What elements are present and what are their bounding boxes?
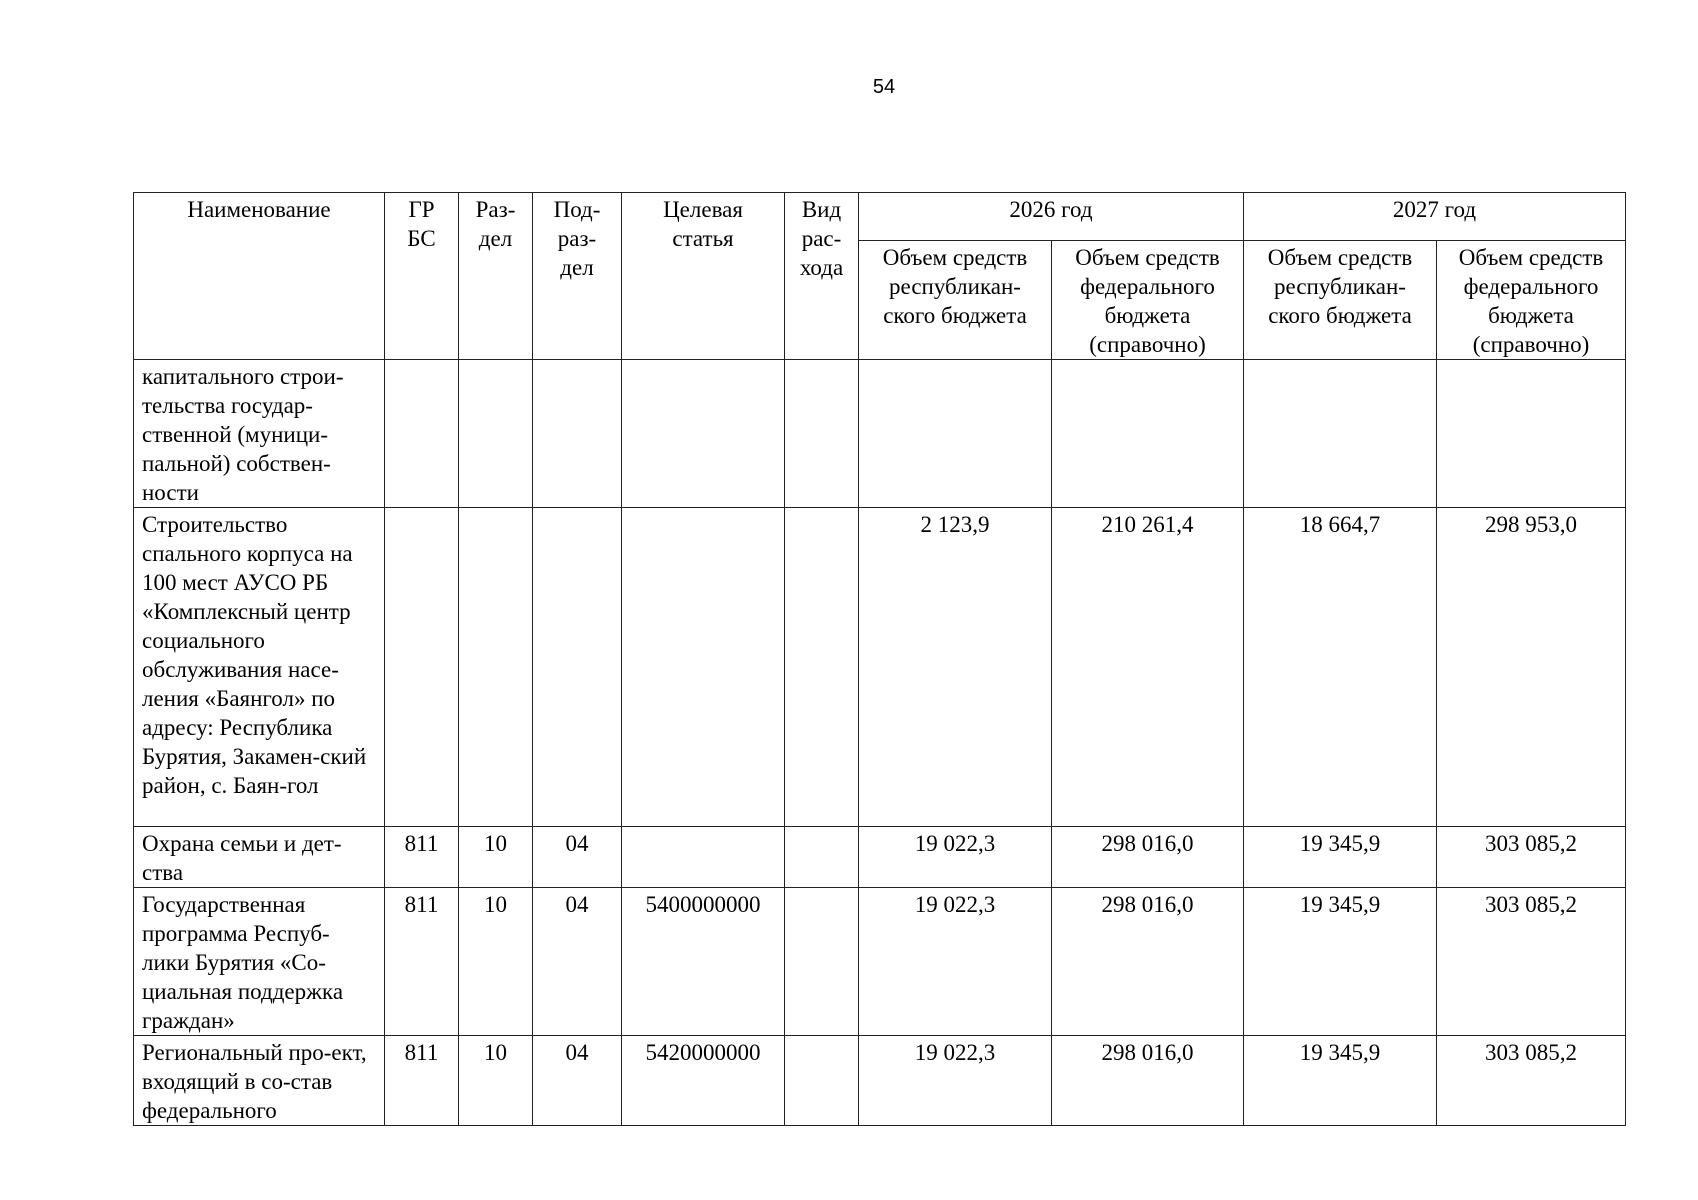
cell-fed-2026: 298 016,0 bbox=[1052, 827, 1244, 888]
table-row bbox=[134, 827, 1626, 888]
cell-expense-type bbox=[785, 888, 859, 1036]
cell-subsection: 04 bbox=[533, 888, 622, 1036]
cell-expense-type bbox=[785, 360, 859, 508]
header-target-article: Целевая статья bbox=[622, 193, 785, 360]
cell-grbs: 811 bbox=[385, 1036, 459, 1126]
cell-name: Региональный про-ект, входящий в со-став федерального bbox=[134, 1036, 385, 1126]
cell-grbs bbox=[385, 360, 459, 508]
header-year-2026: 2026 год bbox=[859, 193, 1244, 241]
cell-fed-2027: 303 085,2 bbox=[1437, 827, 1626, 888]
cell-rep-2027: 19 345,9 bbox=[1244, 1036, 1437, 1126]
cell-rep-2027 bbox=[1244, 360, 1437, 508]
cell-fed-2026: 298 016,0 bbox=[1052, 1036, 1244, 1126]
cell-fed-2027: 303 085,2 bbox=[1437, 1036, 1626, 1126]
cell-target-article bbox=[622, 827, 785, 888]
cell-target-article bbox=[622, 508, 785, 827]
cell-expense-type bbox=[785, 508, 859, 827]
cell-target-article: 5400000000 bbox=[622, 888, 785, 1036]
cell-expense-type bbox=[785, 827, 859, 888]
header-fed-budget-2027: Объем средств федерального бюджета (справочно) bbox=[1437, 241, 1626, 360]
cell-fed-2026: 298 016,0 bbox=[1052, 888, 1244, 1036]
table-row bbox=[134, 888, 1626, 1036]
cell-name: Охрана семьи и дет-ства bbox=[134, 827, 385, 888]
cell-fed-2027: 298 953,0 bbox=[1437, 508, 1626, 827]
header-name: Наименование bbox=[134, 193, 385, 360]
cell-rep-2027: 19 345,9 bbox=[1244, 827, 1437, 888]
page-number: 54 bbox=[872, 76, 896, 98]
header-rep-budget-2027: Объем средств республикан-ского бюджета bbox=[1244, 241, 1437, 360]
cell-fed-2026 bbox=[1052, 360, 1244, 508]
header-expense-type: Вид рас- хода bbox=[785, 193, 859, 360]
cell-target-article: 5420000000 bbox=[622, 1036, 785, 1126]
cell-subsection: 04 bbox=[533, 1036, 622, 1126]
cell-grbs: 811 bbox=[385, 827, 459, 888]
cell-name: Строительство спального корпуса на 100 мест АУСО РБ «Комплексный центр социального обслуживания насе-ления «Баянгол» по адресу: Республика Бурятия, Закамен-ский район, с. Баян-гол bbox=[134, 508, 385, 827]
cell-rep-2026: 19 022,3 bbox=[859, 888, 1052, 1036]
cell-expense-type bbox=[785, 1036, 859, 1126]
cell-subsection: 04 bbox=[533, 827, 622, 888]
cell-fed-2027: 303 085,2 bbox=[1437, 888, 1626, 1036]
header-rep-budget-2026: Объем средств республикан-ского бюджета bbox=[859, 241, 1052, 360]
cell-grbs bbox=[385, 508, 459, 827]
header-grbs: ГР БС bbox=[385, 193, 459, 360]
cell-fed-2026: 210 261,4 bbox=[1052, 508, 1244, 827]
cell-rep-2027: 18 664,7 bbox=[1244, 508, 1437, 827]
table-row bbox=[134, 508, 1626, 827]
cell-name: капитального строи-тельства государ-ственной (муници-пальной) собствен-ности bbox=[134, 360, 385, 508]
table-row bbox=[134, 360, 1626, 508]
cell-section bbox=[459, 508, 533, 827]
budget-table bbox=[133, 192, 1626, 1126]
header-section: Раз- дел bbox=[459, 193, 533, 360]
cell-rep-2027: 19 345,9 bbox=[1244, 888, 1437, 1036]
cell-name: Государственная программа Респуб-лики Бурятия «Со-циальная поддержка граждан» bbox=[134, 888, 385, 1036]
header-fed-budget-2026: Объем средств федерального бюджета (справочно) bbox=[1052, 241, 1244, 360]
header-year-2027: 2027 год bbox=[1244, 193, 1626, 241]
cell-subsection bbox=[533, 360, 622, 508]
header-subsection: Под- раз- дел bbox=[533, 193, 622, 360]
cell-section: 10 bbox=[459, 827, 533, 888]
cell-section bbox=[459, 360, 533, 508]
cell-rep-2026: 19 022,3 bbox=[859, 1036, 1052, 1126]
cell-grbs: 811 bbox=[385, 888, 459, 1036]
cell-rep-2026: 19 022,3 bbox=[859, 827, 1052, 888]
cell-section: 10 bbox=[459, 1036, 533, 1126]
cell-subsection bbox=[533, 508, 622, 827]
cell-fed-2027 bbox=[1437, 360, 1626, 508]
cell-rep-2026: 2 123,9 bbox=[859, 508, 1052, 827]
cell-target-article bbox=[622, 360, 785, 508]
cell-section: 10 bbox=[459, 888, 533, 1036]
table-row bbox=[134, 1036, 1626, 1126]
cell-rep-2026 bbox=[859, 360, 1052, 508]
